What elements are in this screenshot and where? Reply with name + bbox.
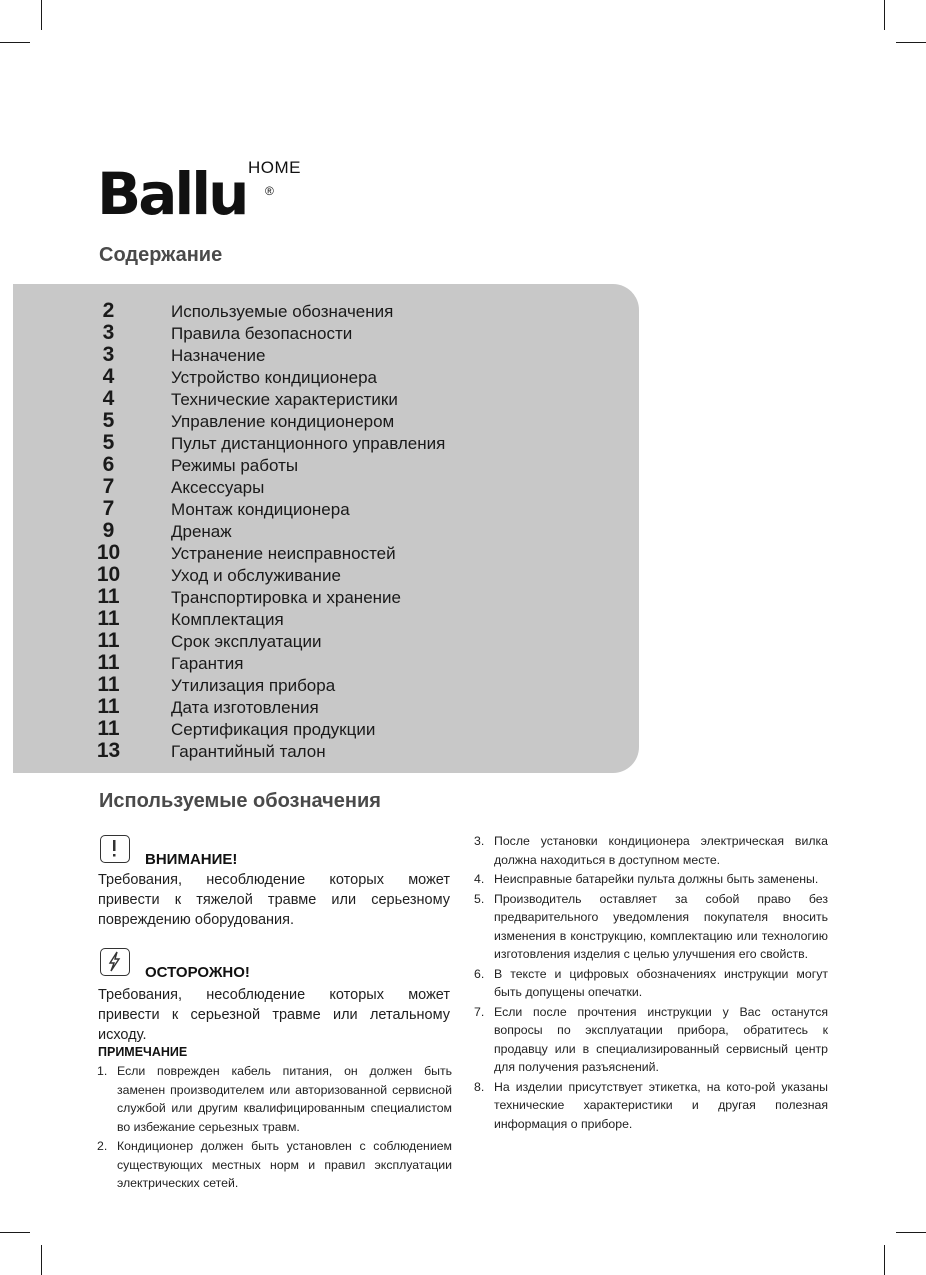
note-text: Если после прочтения инструкции у Вас останутся вопросы по эксплуатации прибора, обратитесь к продавцу или в специализированный сервисный центр для получения разъяснений. [494,1004,828,1074]
toc-row [0,652,640,674]
note-text: После установки кондиционера электрическая вилка должна находиться в доступном месте. [494,834,828,867]
note-text: Если поврежден кабель питания, он должен быть заменен производителем или авторизованной сервисной службой или другим квалифицированным специалистом во избежание серьезных травм. [117,1064,452,1134]
caution-heading: ОСТОРОЖНО! [145,964,250,981]
note-item [97,1137,452,1193]
toc-row [0,344,640,366]
toc-row [0,498,640,520]
note-number: 3. [474,834,485,848]
toc-row [0,300,640,322]
symbols-title: Используемые обозначения [99,790,381,812]
toc-page-number: 13 [96,739,121,762]
toc-page-number: 10 [96,563,121,586]
crop-mark [896,42,926,43]
toc-page-number: 3 [102,321,115,344]
note-text: Кондиционер должен быть установлен с соблюдением существующих местных норм и правил эксплуатации электрических сетей. [117,1139,452,1190]
toc-page-number: 9 [102,519,115,542]
crop-mark [0,1232,30,1233]
toc-entry-label: Сертификация продукции [171,720,376,739]
toc-page-number: 4 [102,387,115,410]
note-number: 8. [474,1079,485,1094]
toc-entry-label: Срок эксплуатации [171,632,322,651]
toc-row [0,388,640,410]
toc-page-number: 5 [102,431,115,454]
logo-wordmark: Ballu [97,160,247,228]
toc-page-number: 11 [97,673,120,696]
crop-mark [41,0,42,30]
toc-row [0,476,640,498]
toc-entry-label: Уход и обслуживание [171,566,341,585]
toc-row [0,322,640,344]
toc-entry-label: Пульт дистанционного управления [171,434,446,453]
toc-entry-label: Дренаж [171,522,232,541]
toc-page-number: 11 [97,585,120,608]
attention-text: Требования, несоблюдение которых может привести к тяжелой травме или серьезному повреждению оборудования. [98,872,450,928]
toc-page-number: 4 [102,365,115,388]
toc-entry-label: Монтаж кондиционера [171,500,350,519]
note-number: 2. [97,1139,108,1153]
attention-heading: ВНИМАНИЕ! [145,851,238,868]
note-number: 4. [474,872,485,886]
note-text: Неисправные батарейки пульта должны быть заменены. [494,872,819,886]
toc-page-number: 3 [102,343,115,366]
toc-page-number: 5 [102,409,115,432]
toc-entry-label: Правила безопасности [171,324,353,343]
toc-page-number: 11 [97,629,120,652]
toc-row [0,740,640,762]
note-item [474,965,828,1002]
toc-row [0,520,640,542]
toc-row [0,366,640,388]
toc-page-number: 7 [102,475,115,498]
toc-page-number: 6 [102,453,115,476]
toc-entry-label: Дата изготовления [171,698,319,717]
toc-row [0,608,640,630]
toc-page-number: 10 [96,541,121,564]
note-item [474,890,828,964]
toc-entry-label: Устройство кондиционера [171,368,377,387]
crop-mark [0,42,30,43]
note-item [474,870,828,889]
toc-entry-label: Назначение [171,346,266,365]
note-number: 7. [474,1004,485,1019]
toc-entry-label: Аксессуары [171,478,265,497]
caution-text: Требования, несоблюдение которых может привести к серьезной травме или летальному исходу. [98,987,450,1043]
crop-mark [896,1232,926,1233]
registered-mark: ® [265,184,274,198]
toc-row [0,410,640,432]
note-text: В тексте и цифровых обозначениях инструкции могут быть допущены опечатки. [494,966,828,999]
note-item [97,1062,452,1136]
ballu-logo [97,158,301,228]
toc-title: Содержание [99,244,223,266]
toc-row [0,674,640,696]
exclamation-icon [100,835,130,863]
note-number: 5. [474,891,485,906]
toc-entry-label: Гарантийный талон [171,742,326,761]
note-number: 6. [474,966,485,981]
logo-home-label: HOME [248,158,301,177]
toc-row [0,432,640,454]
crop-mark [884,1245,885,1275]
toc-page-number: 2 [102,299,115,322]
toc-entry-label: Транспортировка и хранение [171,588,401,607]
toc-entry-label: Комплектация [171,610,284,629]
note-item [474,1003,828,1077]
toc-row [0,718,640,740]
note-number: 1. [97,1064,108,1078]
toc-page-number: 7 [102,497,115,520]
toc-page-number: 11 [97,695,120,718]
note-item [474,832,828,869]
toc-entry-label: Управление кондиционером [171,412,395,431]
toc-row [0,696,640,718]
toc-entry-label: Технические характеристики [171,390,398,409]
toc-entry-label: Режимы работы [171,456,299,475]
lightning-icon [100,948,130,976]
crop-mark [41,1245,42,1275]
note-text: Производитель оставляет за собой право без предварительного уведомления покупателя вносить изменения в конструкцию, комплектацию или технологию изготовления изделия с целью улучшения его свойств. [494,891,828,961]
toc-row [0,564,640,586]
toc-row [0,586,640,608]
toc-row [0,630,640,652]
toc-entry-label: Утилизация прибора [171,676,336,695]
toc-list [0,300,640,762]
toc-entry-label: Устранение неисправностей [171,544,396,563]
note-text: На изделии присутствует этикетка, на кото-рой указаны технические характеристики и другая полезная информация о приборе. [494,1079,828,1131]
toc-page-number: 11 [97,717,120,740]
note-heading: ПРИМЕЧАНИЕ [98,1045,188,1059]
toc-entry-label: Гарантия [171,654,244,673]
toc-row [0,454,640,476]
toc-page-number: 11 [97,651,120,674]
toc-page-number: 11 [97,607,120,630]
toc-row [0,542,640,564]
toc-entry-label: Используемые обозначения [171,302,394,321]
notes-list-right [474,832,828,1134]
note-item [474,1078,828,1134]
notes-list-left [97,1062,452,1194]
crop-mark [884,0,885,30]
